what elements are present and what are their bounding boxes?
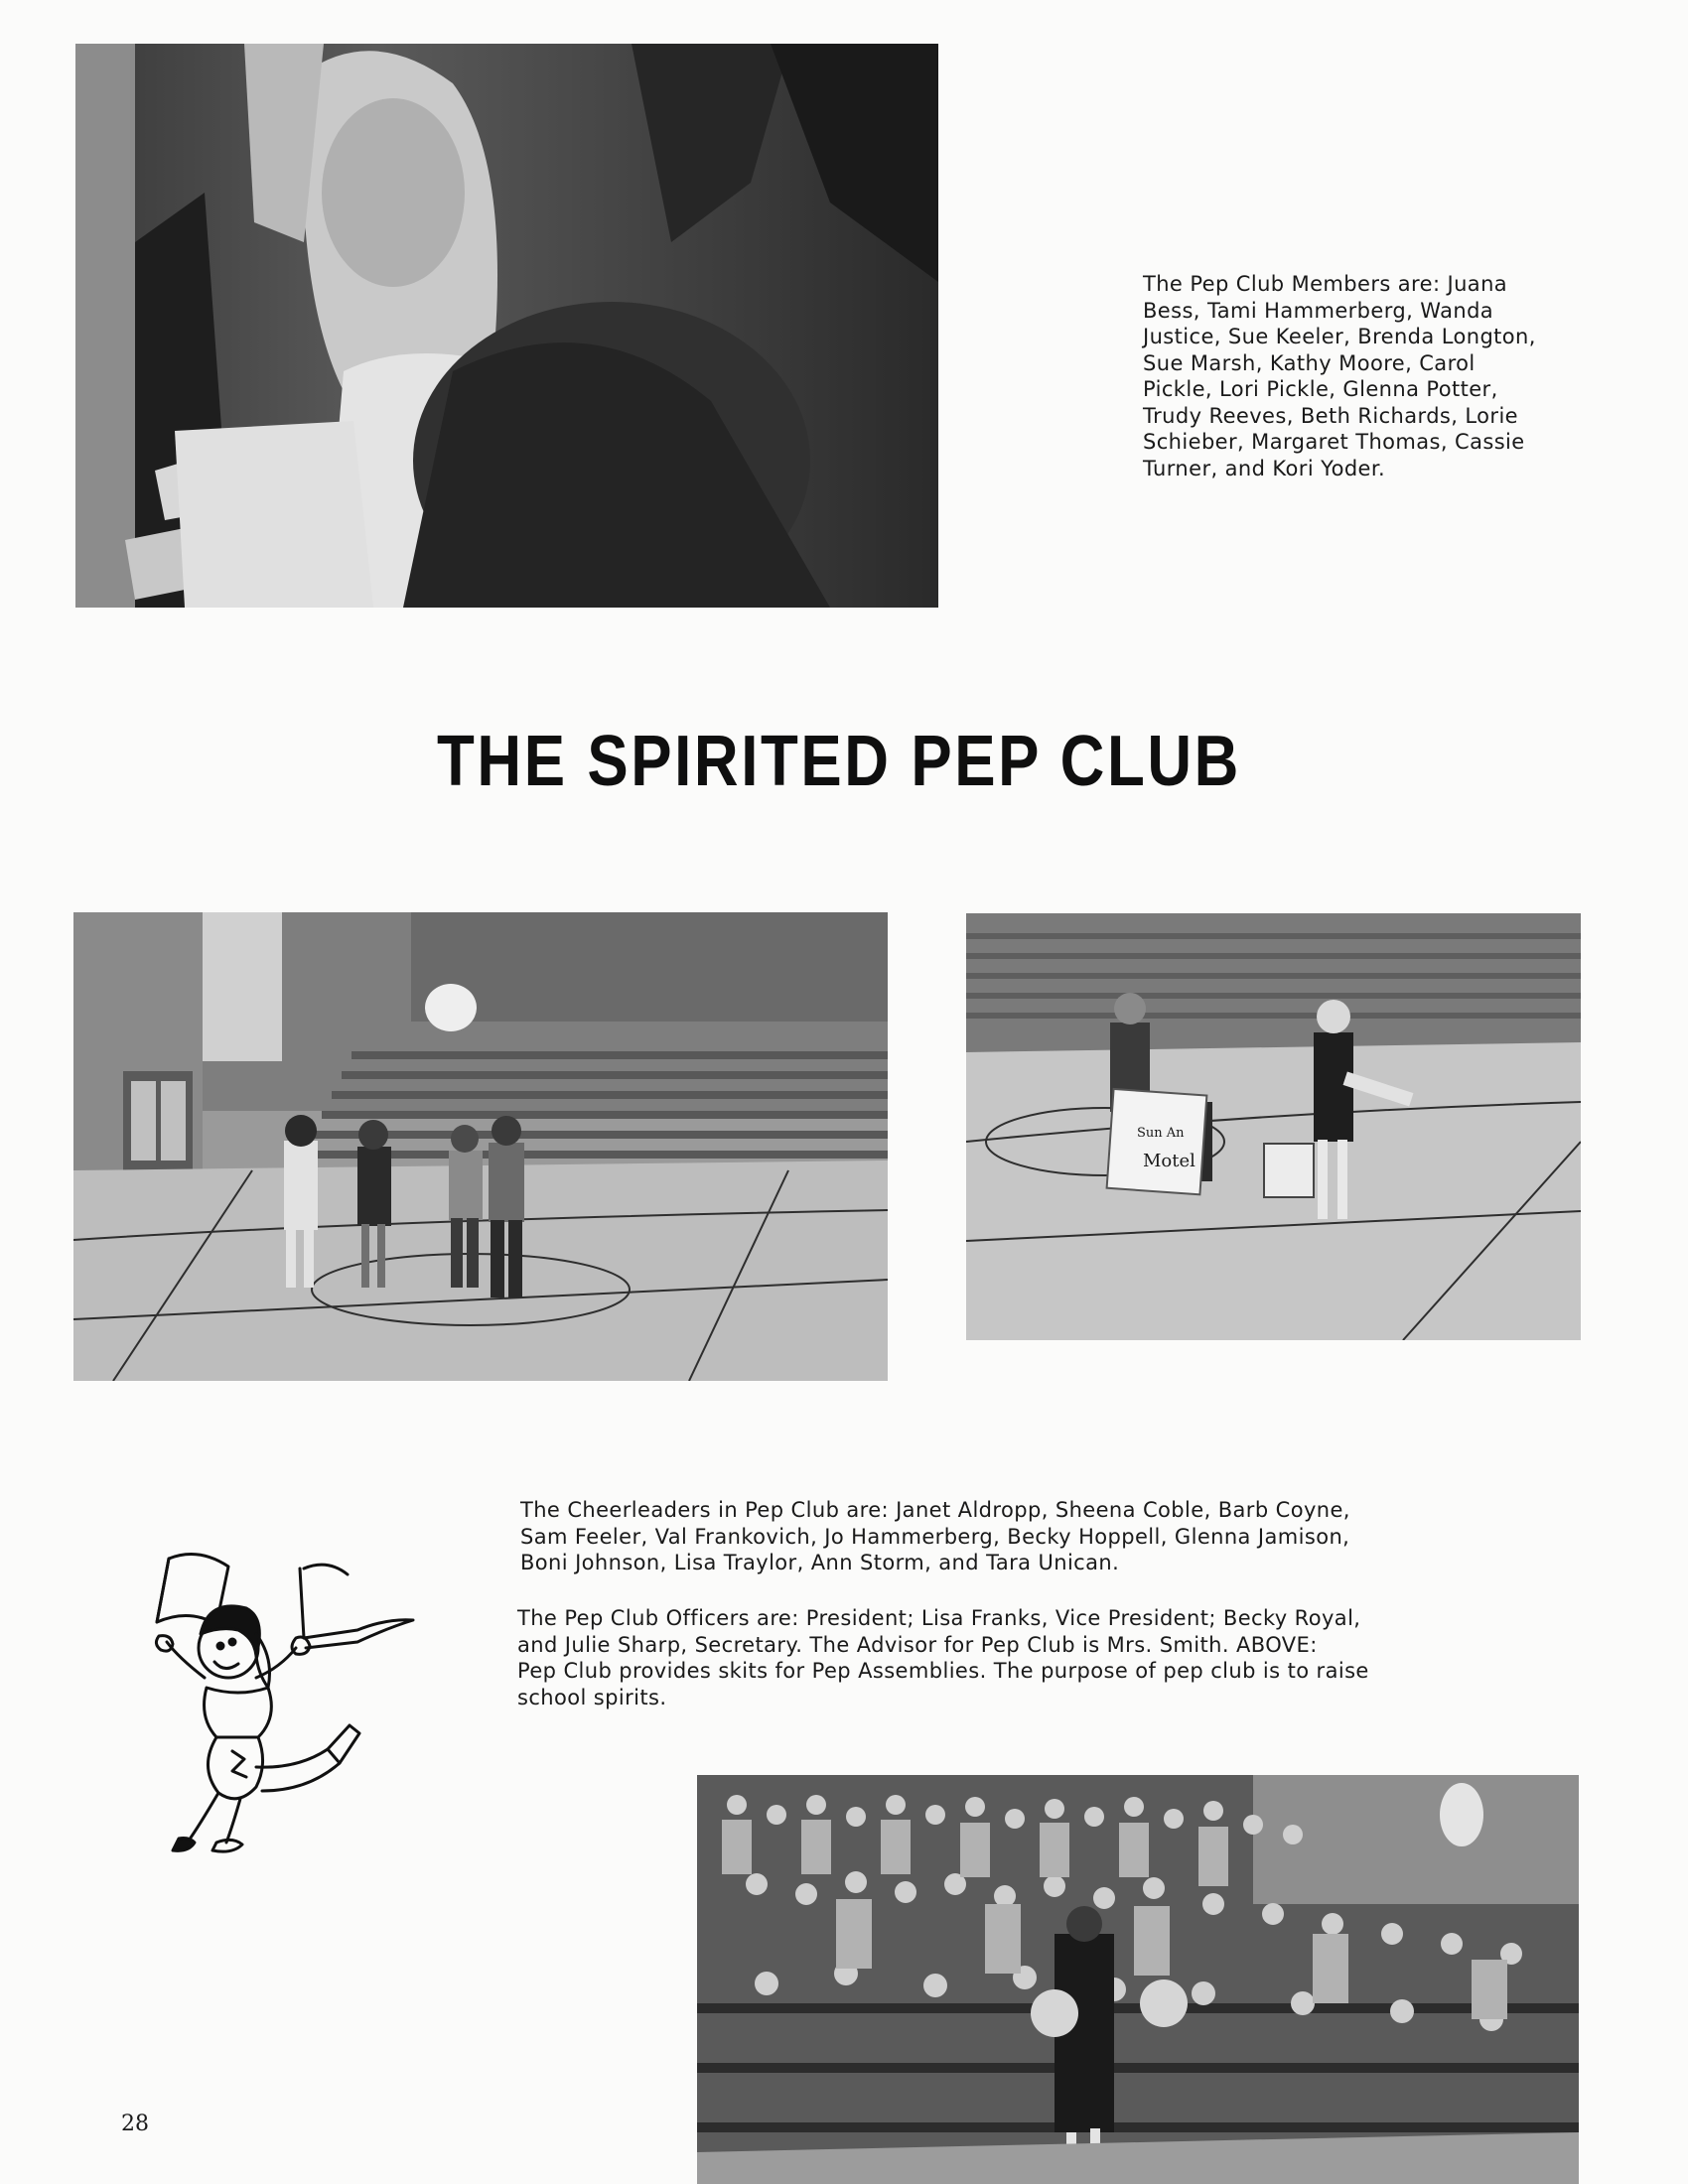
caption-cheerleaders: The Cheerleaders in Pep Club are: Janet Aldropp, Sheena Coble, Barb Coyne, Sam Feeler, Val Frankovich, Jo Hammerberg, Becky Hoppell, Glenna Jamison, Boni Johnson, Lisa Traylor, Ann Storm, and Tara Unican. [520, 1498, 1350, 1574]
photo-crowd-in-bleachers [697, 1775, 1579, 2184]
sign-text-line2: Motel [1143, 1151, 1196, 1171]
page-number: 28 [121, 2112, 149, 2136]
caption-officers: The Pep Club Officers are: President; Lisa Franks, Vice President; Becky Royal, and Julie Sharp, Secretary. The Advisor for Pep Club is Mrs. Smith. ABOVE: Pep Club provides skits for Pep Assemblies. The purpose of pep club is to raise school spirits. [517, 1606, 1369, 1709]
cheerleader-mascot-drawing [129, 1539, 427, 1876]
photo-girls-on-gym-floor [73, 912, 888, 1381]
photo-pep-skit-motel-sign [966, 913, 1581, 1340]
sign-text-line1: Sun An [1137, 1126, 1185, 1141]
caption-pep-club-members: The Pep Club Members are: Juana Bess, Tami Hammerberg, Wanda Justice, Sue Keeler, Brenda Longton, Sue Marsh, Kathy Moore, Carol Pickle, Lori Pickle, Glenna Potter, Trudy Reeves, Beth Richards, Lorie Schieber, Margaret Thomas, Cassie Turner, and Kori Yoder. [1143, 272, 1536, 480]
page-title: THE SPIRITED PEP CLUB [437, 722, 1241, 801]
photo-girl-smiling [75, 44, 938, 608]
